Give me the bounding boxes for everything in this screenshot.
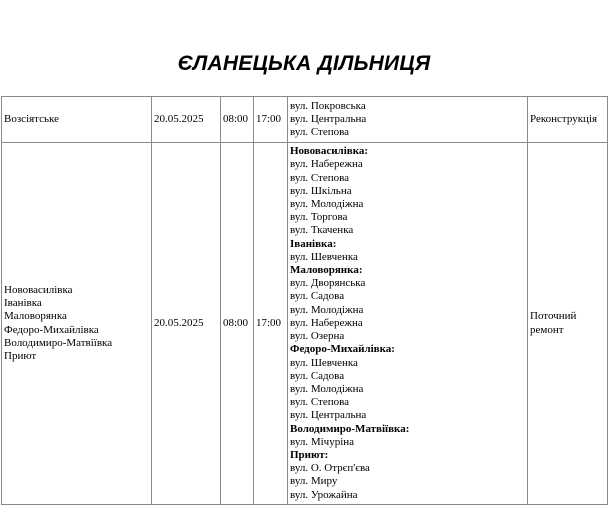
table-row — [2, 143, 608, 505]
village-heading: Приют: — [290, 448, 329, 461]
time-to-cell: 17:00 — [254, 143, 288, 505]
time-from-cell: 08:00 — [221, 97, 254, 143]
street-name: вул. Молодіжна — [290, 382, 364, 395]
street-name: вул. Шкільна — [290, 184, 352, 197]
street-name: вул. Степова — [290, 126, 350, 139]
village-heading: Іванівка: — [290, 237, 337, 250]
street-name: вул. О. Отрєп'єва — [290, 462, 370, 475]
street-name: вул. Ткаченка — [290, 224, 354, 237]
street-name: вул. Мічуріна — [290, 435, 355, 448]
street-name: вул. Дворянська — [290, 277, 366, 290]
page-title: ЄЛАНЕЦЬКА ДІЛЬНИЦЯ — [177, 52, 431, 75]
village-heading: Володимиро-Матвіївка: — [290, 422, 410, 435]
street-name: вул. Шевченка — [290, 356, 358, 369]
time-to-cell: 17:00 — [254, 97, 288, 143]
settlement-cell — [2, 97, 152, 143]
date-cell: 20.05.2025 — [152, 97, 221, 143]
outage-schedule-table — [1, 96, 608, 505]
street-name: вул. Шевченка — [290, 250, 358, 263]
settlement-name: Іванівка — [4, 297, 42, 310]
street-name: вул. Садова — [290, 290, 345, 303]
settlement-name: Возсіятське — [4, 112, 59, 125]
work-type-text: Поточний — [530, 310, 577, 323]
street-name: вул. Покровська — [290, 99, 366, 112]
street-name: вул. Набережна — [290, 158, 363, 171]
village-heading: Нововасилівка: — [290, 145, 369, 158]
work-type-text: Реконструкція — [530, 112, 598, 125]
work-type-text: ремонт — [530, 323, 564, 336]
street-name: вул. Центральна — [290, 112, 367, 125]
street-name: вул. Молодіжна — [290, 303, 364, 316]
date-cell: 20.05.2025 — [152, 143, 221, 505]
settlement-name: Федоро-Михайлівка — [4, 323, 99, 336]
work-type-cell — [528, 143, 608, 505]
street-name: вул. Садова — [290, 369, 345, 382]
streets-cell — [288, 143, 528, 505]
streets-cell — [288, 97, 528, 143]
street-name: вул. Набережна — [290, 316, 363, 329]
street-name: вул. Миру — [290, 475, 338, 488]
village-heading: Федоро-Михайлівка: — [290, 343, 395, 356]
settlement-name: Маловорянка — [4, 310, 67, 323]
village-heading: Маловорянка: — [290, 264, 363, 277]
street-name: вул. Степова — [290, 171, 350, 184]
time-from-cell: 08:00 — [221, 143, 254, 505]
settlement-name: Приют — [4, 349, 37, 362]
street-name: вул. Озерна — [290, 330, 345, 343]
street-name: вул. Урожайна — [290, 488, 358, 501]
street-name: вул. Степова — [290, 396, 350, 409]
work-type-cell — [528, 97, 608, 143]
settlement-cell — [2, 143, 152, 505]
settlement-name: Володимиро-Матвіївка — [4, 336, 113, 349]
street-name: вул. Центральна — [290, 409, 367, 422]
street-name: вул. Молодіжна — [290, 198, 364, 211]
table-row — [2, 97, 608, 143]
street-name: вул. Торгова — [290, 211, 348, 224]
settlement-name: Нововасилівка — [4, 283, 73, 296]
